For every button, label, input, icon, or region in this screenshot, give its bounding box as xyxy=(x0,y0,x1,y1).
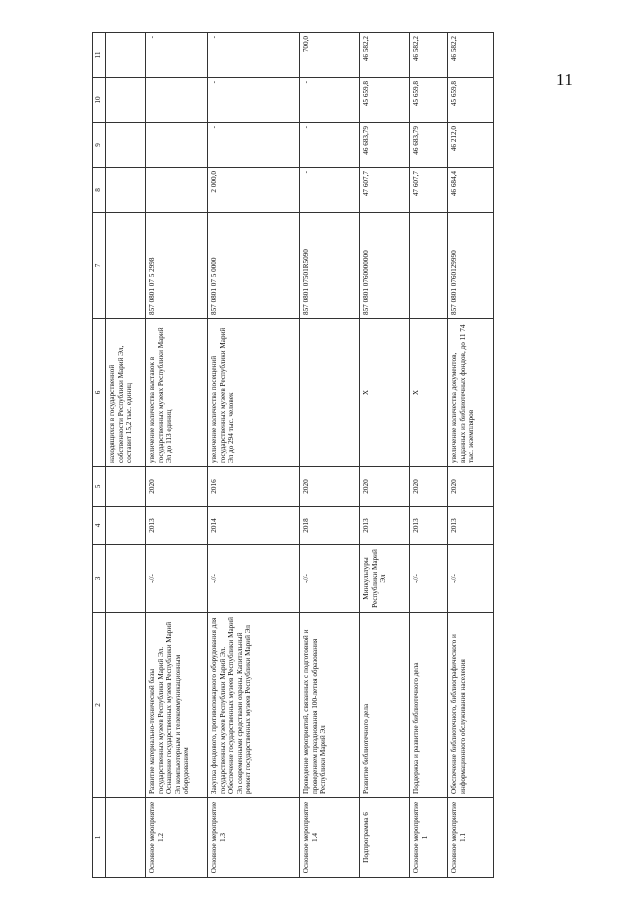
event-label: Основное мероприятие 1.1 xyxy=(448,798,494,878)
expected-result: увеличение количества посещений государственных музеев Республики Марий Эл до 294 тыс. человек xyxy=(208,319,300,467)
value-2019: - xyxy=(208,33,300,78)
value-2018: 45 659,8 xyxy=(448,78,494,123)
value-2017: 46 212,0 xyxy=(448,123,494,168)
value-2018 xyxy=(106,78,146,123)
value-2017: 46 683,79 xyxy=(360,123,410,168)
start-year: 2014 xyxy=(208,507,300,545)
value-2017 xyxy=(146,123,208,168)
end-year: 2020 xyxy=(360,467,410,507)
budget-code xyxy=(410,213,448,319)
value-2019: - xyxy=(146,33,208,78)
expected-result: Х xyxy=(410,319,448,467)
budget-code xyxy=(106,213,146,319)
end-year: 2020 xyxy=(410,467,448,507)
value-2019: 46 582,2 xyxy=(360,33,410,78)
header-row xyxy=(93,33,106,878)
event-title xyxy=(106,613,146,798)
executor: -//- xyxy=(448,545,494,613)
header-cell: 11 xyxy=(93,33,106,78)
end-year: 2020 xyxy=(300,467,360,507)
header-cell: 1 xyxy=(93,798,106,878)
value-2019: 46 582,2 xyxy=(410,33,448,78)
expected-result: увеличение количества выставок в государственных музеях Республики Марий Эл до 113 единиц xyxy=(146,319,208,467)
event-label: Основное мероприятие 1.3 xyxy=(208,798,300,878)
budget-code: 857 0801 07 5 0000 xyxy=(208,213,300,319)
executor: -//- xyxy=(208,545,300,613)
expected-result: Х xyxy=(360,319,410,467)
rotated-table-container xyxy=(92,33,532,878)
event-title: Проведение мероприятий, связанных с подготовкой и проведением празднования 100-летия образования Республики Марий Эл xyxy=(300,613,360,798)
value-2017: - xyxy=(208,123,300,168)
start-year: 2018 xyxy=(300,507,360,545)
value-2018: 45 659,8 xyxy=(360,78,410,123)
header-cell: 8 xyxy=(93,168,106,213)
event-label xyxy=(106,798,146,878)
table-row xyxy=(410,33,448,878)
value-2019: 46 582,2 xyxy=(448,33,494,78)
expected-result xyxy=(300,319,360,467)
budget-code: 857 0801 0760129990 xyxy=(448,213,494,319)
event-label: Основное мероприятие 1.2 xyxy=(146,798,208,878)
event-title: Развитие библиотечного дела xyxy=(360,613,410,798)
value-2017: 46 683,79 xyxy=(410,123,448,168)
budget-code: 857 0801 07 5 2998 xyxy=(146,213,208,319)
table-row xyxy=(208,33,300,878)
event-title: Обеспечение библиотечного, библиографического и информационного обслуживания населения xyxy=(448,613,494,798)
table-row xyxy=(448,33,494,878)
executor xyxy=(106,545,146,613)
event-title: Развитие материально-технической базы государственных музеев Республики Марий Эл. Оснащение государственных музеев Республики Марий Эл компьютерным и телекоммуникационным оборудованием xyxy=(146,613,208,798)
budget-code: 857 0801 07501R5090 xyxy=(300,213,360,319)
end-year: 2016 xyxy=(208,467,300,507)
header-cell: 7 xyxy=(93,213,106,319)
executor: -//- xyxy=(146,545,208,613)
value-2016: 47 607,7 xyxy=(410,168,448,213)
header-cell: 3 xyxy=(93,545,106,613)
header-cell: 10 xyxy=(93,78,106,123)
start-year: 2013 xyxy=(410,507,448,545)
value-2016 xyxy=(146,168,208,213)
header-cell: 4 xyxy=(93,507,106,545)
value-2018 xyxy=(146,78,208,123)
start-year: 2013 xyxy=(360,507,410,545)
value-2017 xyxy=(106,123,146,168)
event-title: Поддержка и развитие библиотечного дела xyxy=(410,613,448,798)
page-number: 11 xyxy=(556,70,574,89)
value-2018: 45 659,8 xyxy=(410,78,448,123)
end-year: 2020 xyxy=(146,467,208,507)
value-2019 xyxy=(106,33,146,78)
start-year xyxy=(106,507,146,545)
value-2018: - xyxy=(300,78,360,123)
value-2016: 47 607,7 xyxy=(360,168,410,213)
executor: -//- xyxy=(300,545,360,613)
header-cell: 6 xyxy=(93,319,106,467)
event-label: Основное мероприятие 1.4 xyxy=(300,798,360,878)
event-label: Основное мероприятие 1 xyxy=(410,798,448,878)
executor: Минкультуры Республики Марий Эл xyxy=(360,545,410,613)
table-row xyxy=(360,33,410,878)
value-2018: - xyxy=(208,78,300,123)
value-2016: 2 000,0 xyxy=(208,168,300,213)
value-2019: 700,0 xyxy=(300,33,360,78)
value-2016 xyxy=(106,168,146,213)
value-2016: 46 684,4 xyxy=(448,168,494,213)
table-row xyxy=(300,33,360,878)
executor: -//- xyxy=(410,545,448,613)
table-row xyxy=(106,33,146,878)
start-year: 2013 xyxy=(448,507,494,545)
event-title: Закупка фондового, противопожарного оборудования для государственных музеев Республики Марий Эл. Обеспечение государственных музеев Республики Марий Эл современными средствами охраны. Капитальный ремонт государственных музеев Республики Марий Эл xyxy=(208,613,300,798)
budget-code: 857 0801 0760000000 xyxy=(360,213,410,319)
table-row xyxy=(146,33,208,878)
value-2016: - xyxy=(300,168,360,213)
header-cell: 5 xyxy=(93,467,106,507)
header-cell: 2 xyxy=(93,613,106,798)
expected-result: увеличение количества документов, выданных из библиотечных фондов, до 11 74 тыс. экземпляров xyxy=(448,319,494,467)
event-label: Подпрограмма 6 xyxy=(360,798,410,878)
header-cell: 9 xyxy=(93,123,106,168)
start-year: 2013 xyxy=(146,507,208,545)
budget-table xyxy=(92,32,494,878)
end-year xyxy=(106,467,146,507)
end-year: 2020 xyxy=(448,467,494,507)
expected-result: находящихся в государственной собственности Республики Марий Эл, составит 15,2 тыс. единиц xyxy=(106,319,146,467)
value-2017: - xyxy=(300,123,360,168)
